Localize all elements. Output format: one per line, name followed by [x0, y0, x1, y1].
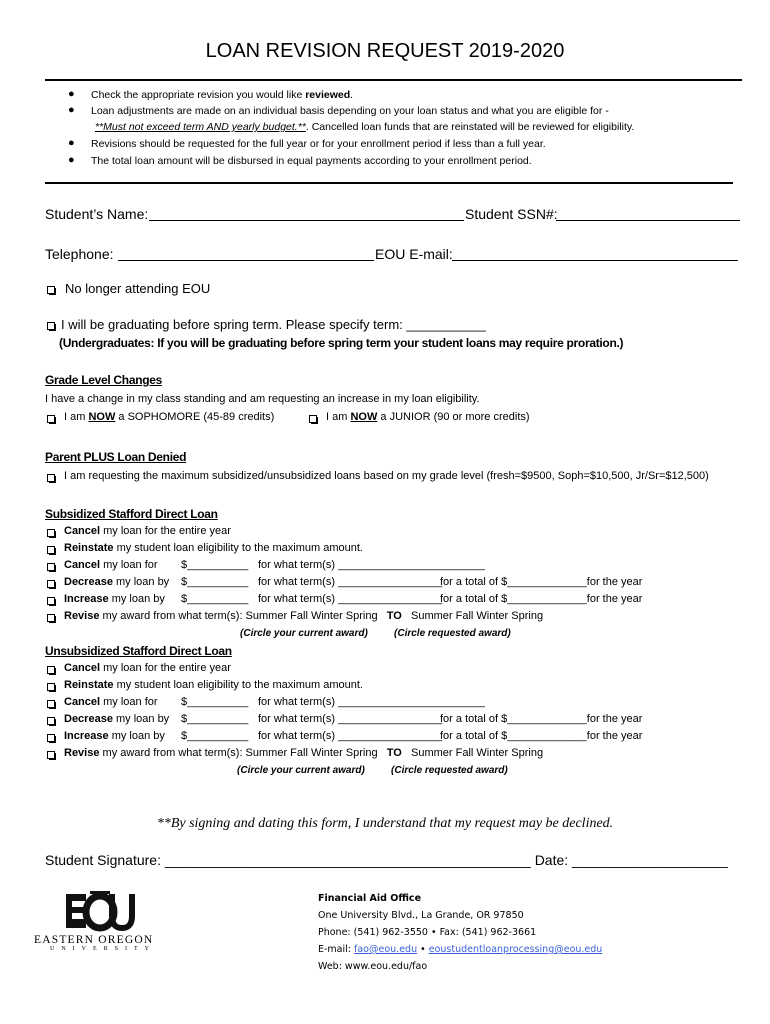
- unsub-increase-total-field[interactable]: for a total of $_____________for the year: [440, 730, 643, 742]
- student-name-field[interactable]: [149, 220, 464, 221]
- unsubsidized-heading: Unsubsidized Stafford Direct Loan: [45, 644, 232, 658]
- checkbox-unsub-cancel[interactable]: [47, 666, 55, 674]
- divider: [45, 79, 742, 81]
- checkbox-unsub-reinstate[interactable]: [47, 683, 55, 691]
- sub-revise-label: Revise my award from what term(s): Summer Fall Winter Spring TO Summer Fall Winter Spring: [64, 610, 544, 622]
- signature-line[interactable]: Student Signature: _______________________________________________ Date: ____________________: [45, 852, 728, 868]
- unsub-cancel-amount-label: Cancel my loan for: [64, 696, 158, 708]
- unsub-decrease-label: Decrease my loan by: [64, 713, 170, 725]
- checkbox-sub-cancel-amount[interactable]: [47, 563, 55, 571]
- checkbox-sub-cancel[interactable]: [47, 529, 55, 537]
- checkbox-not-attending[interactable]: [47, 286, 55, 294]
- sub-increase-terms-field[interactable]: for what term(s) _________________: [258, 593, 443, 605]
- sub-cancel-amount-label: Cancel my loan for: [64, 559, 158, 571]
- junior-label: I am NOW a JUNIOR (90 or more credits): [326, 411, 530, 423]
- telephone-field[interactable]: [118, 260, 374, 261]
- graduating-note: (Undergraduates: If you will be graduating before spring term your student loans may require proration.): [59, 336, 624, 350]
- unsub-circle-requested: (Circle requested award): [391, 765, 508, 776]
- checkbox-sophomore[interactable]: [47, 415, 55, 423]
- sub-cancel-amount-field[interactable]: $__________: [181, 559, 249, 571]
- email-link-fao[interactable]: fao@eou.edu: [354, 944, 418, 955]
- unsub-increase-terms-field[interactable]: for what term(s) _________________: [258, 730, 443, 742]
- office-address: One University Blvd., La Grande, OR 97850: [318, 910, 524, 921]
- sub-decrease-terms-field[interactable]: for what term(s) _________________: [258, 576, 443, 588]
- unsub-cancel-amount-field[interactable]: $__________: [181, 696, 249, 708]
- logo-name: EASTERN OREGON: [34, 934, 154, 946]
- instruction-item: Loan adjustments are made on an individual basis depending on your loan status and what you are eligible for -: [91, 105, 609, 117]
- checkbox-sub-revise[interactable]: [47, 614, 55, 622]
- bullet-icon: ●: [68, 137, 75, 149]
- instruction-item: **Must not exceed term AND yearly budget.**. Cancelled loan funds that are reinstated will be reviewed for eligibility.: [95, 121, 635, 133]
- logo-sub: UNIVERSITY: [50, 946, 156, 952]
- sub-circle-requested: (Circle requested award): [394, 628, 511, 639]
- unsub-revise-label: Revise my award from what term(s): Summer Fall Winter Spring TO Summer Fall Winter Spring: [64, 747, 544, 759]
- student-ssn-field[interactable]: [556, 220, 740, 221]
- checkbox-parent-plus[interactable]: [47, 474, 55, 482]
- bullet-icon: ●: [68, 104, 75, 116]
- sophomore-label: I am NOW a SOPHOMORE (45-89 credits): [64, 411, 275, 423]
- page-title: LOAN REVISION REQUEST 2019-2020: [205, 40, 565, 62]
- unsub-cancel-label: Cancel my loan for the entire year: [64, 662, 231, 674]
- grade-level-heading: Grade Level Changes: [45, 373, 163, 387]
- sub-decrease-amount-field[interactable]: $__________: [181, 576, 249, 588]
- office-phone: Phone: (541) 962-3550 • Fax: (541) 962-3661: [318, 927, 537, 938]
- telephone-label: Telephone:: [45, 246, 114, 262]
- instruction-item: Check the appropriate revision you would like reviewed.: [91, 89, 354, 101]
- sub-increase-total-field[interactable]: for a total of $_____________for the year: [440, 593, 643, 605]
- unsub-increase-label: Increase my loan by: [64, 730, 165, 742]
- student-name-label: Student’s Name:: [45, 206, 149, 222]
- parent-plus-text: I am requesting the maximum subsidized/unsubsidized loans based on my grade level (fresh=$9500, Soph=$10,500, Jr/Sr=$12,500): [64, 470, 709, 482]
- checkbox-unsub-cancel-amount[interactable]: [47, 700, 55, 708]
- instruction-item: Revisions should be requested for the full year or for your enrollment period if less than a full year.: [91, 138, 546, 150]
- office-name: Financial Aid Office: [318, 893, 422, 904]
- subsidized-heading: Subsidized Stafford Direct Loan: [45, 507, 218, 521]
- checkbox-unsub-increase[interactable]: [47, 734, 55, 742]
- unsub-increase-amount-field[interactable]: $__________: [181, 730, 249, 742]
- unsub-reinstate-label: Reinstate my student loan eligibility to the maximum amount.: [64, 679, 363, 691]
- unsub-decrease-amount-field[interactable]: $__________: [181, 713, 249, 725]
- eou-email-label: EOU E-mail:: [375, 246, 453, 262]
- sub-increase-label: Increase my loan by: [64, 593, 165, 605]
- sub-cancel-label: Cancel my loan for the entire year: [64, 525, 231, 537]
- sub-decrease-label: Decrease my loan by: [64, 576, 170, 588]
- checkbox-graduating[interactable]: [47, 322, 55, 330]
- student-ssn-label: Student SSN#:: [465, 206, 558, 222]
- bullet-icon: ●: [68, 88, 75, 100]
- checkbox-unsub-decrease[interactable]: [47, 717, 55, 725]
- sub-reinstate-label: Reinstate my student loan eligibility to the maximum amount.: [64, 542, 363, 554]
- checkbox-sub-increase[interactable]: [47, 597, 55, 605]
- eou-email-field[interactable]: [452, 260, 738, 261]
- eou-logo-mark: [60, 890, 140, 932]
- email-link-loanprocessing[interactable]: eoustudentloanprocessing@eou.edu: [428, 944, 603, 955]
- checkbox-unsub-revise[interactable]: [47, 751, 55, 759]
- grade-level-desc: I have a change in my class standing and am requesting an increase in my loan eligibility.: [45, 393, 480, 405]
- sub-circle-current: (Circle your current award): [240, 628, 368, 639]
- unsub-decrease-terms-field[interactable]: for what term(s) _________________: [258, 713, 443, 725]
- unsub-decrease-total-field[interactable]: for a total of $_____________for the year: [440, 713, 643, 725]
- sub-increase-amount-field[interactable]: $__________: [181, 593, 249, 605]
- not-attending-label: No longer attending EOU: [65, 281, 211, 296]
- office-web[interactable]: Web: www.eou.edu/fao: [318, 961, 428, 972]
- bullet-icon: ●: [68, 154, 75, 166]
- declaration-text: **By signing and dating this form, I understand that my request may be declined.: [156, 816, 614, 831]
- sub-cancel-terms-field[interactable]: for what term(s) ________________________: [258, 559, 485, 571]
- office-email: E-mail: fao@eou.edu • eoustudentloanprocessing@eou.edu: [318, 944, 603, 955]
- checkbox-sub-decrease[interactable]: [47, 580, 55, 588]
- checkbox-junior[interactable]: [309, 415, 317, 423]
- unsub-circle-current: (Circle your current award): [237, 765, 365, 776]
- graduating-label: I will be graduating before spring term. Please specify term: ___________: [61, 317, 486, 332]
- sub-decrease-total-field[interactable]: for a total of $_____________for the year: [440, 576, 643, 588]
- instruction-item: The total loan amount will be disbursed in equal payments according to your enrollment period.: [91, 155, 532, 167]
- parent-plus-heading: Parent PLUS Loan Denied: [45, 450, 187, 464]
- divider: [45, 182, 733, 184]
- checkbox-sub-reinstate[interactable]: [47, 546, 55, 554]
- unsub-cancel-terms-field[interactable]: for what term(s) ________________________: [258, 696, 485, 708]
